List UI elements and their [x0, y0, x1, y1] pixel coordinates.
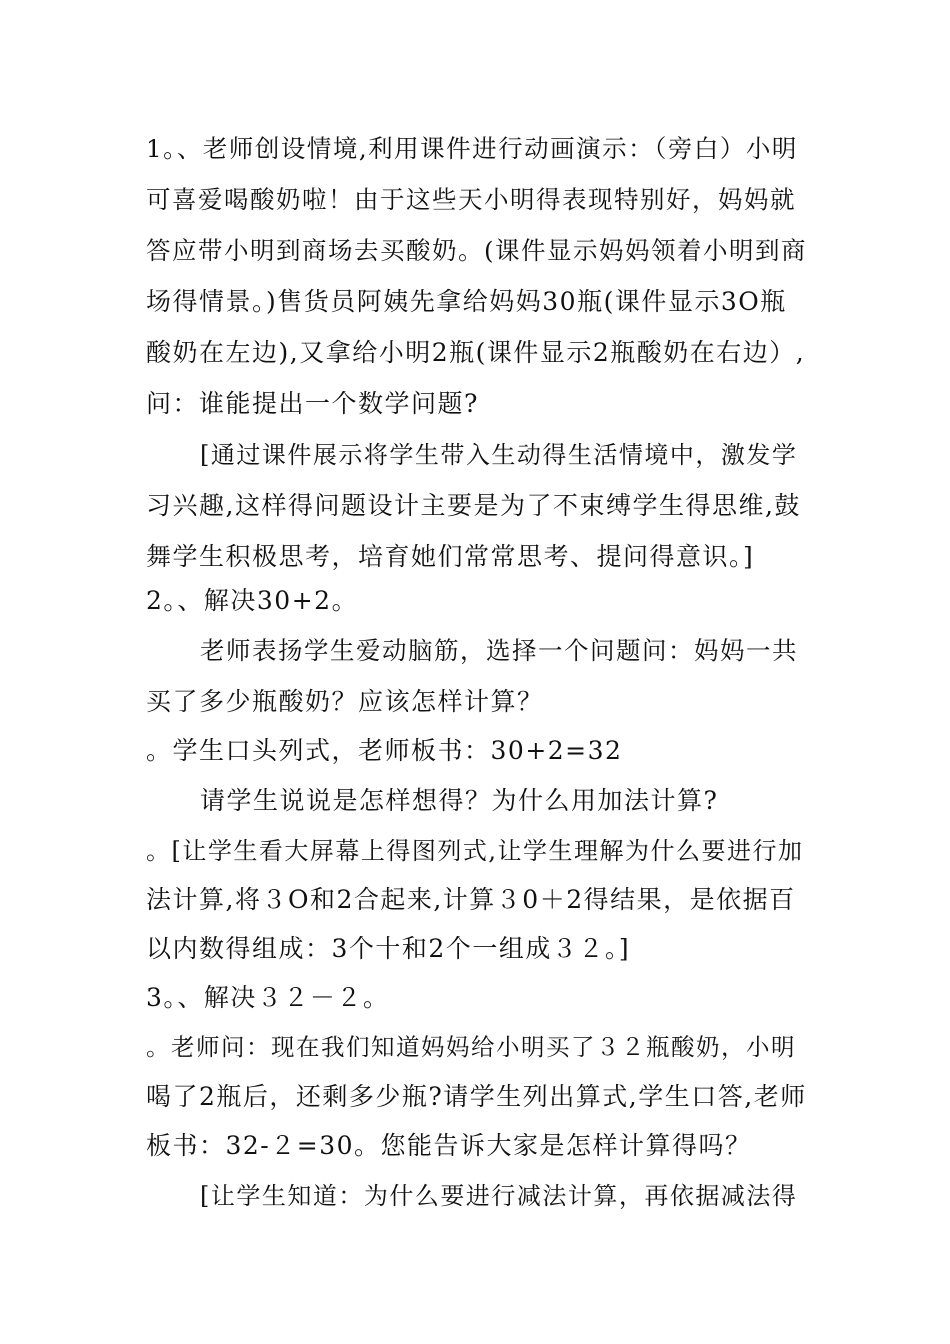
- text-line-14: 请学生说说是怎样想得？为什么用加法计算?: [200, 786, 719, 815]
- text-line-21: 板书：32-２=30。您能告诉大家是怎样计算得吗？: [146, 1131, 752, 1160]
- text-line-8: 习兴趣,这样得问题设计主要是为了不束缚学生得思维,鼓: [146, 491, 801, 520]
- text-line-11: 老师表扬学生爱动脑筋，选择一个问题问：妈妈一共: [200, 636, 798, 665]
- text-line-19: 。老师问：现在我们知道妈妈给小明买了３２瓶酸奶，小明: [146, 1033, 796, 1061]
- text-line-2: 可喜爱喝酸奶啦！由于这些天小明得表现特别好，妈妈就: [146, 185, 796, 214]
- text-line-20: 喝了2瓶后，还剩多少瓶?请学生列出算式,学生口答,老师: [146, 1082, 807, 1111]
- text-line-22: [让学生知道：为什么要进行减法计算，再依据减法得: [200, 1182, 798, 1210]
- text-line-9: 舞学生积极思考，培育她们常常思考、提问得意识。]: [146, 542, 755, 571]
- text-line-18: 3。、解决３２－２。: [146, 983, 390, 1012]
- text-line-12: 买了多少瓶酸奶？应该怎样计算？: [146, 687, 544, 716]
- text-line-4: 场得情景。)售货员阿姨先拿给妈妈30瓶(课件显示3O瓶: [146, 287, 787, 316]
- text-line-17: 以内数得组成：3个十和2个一组成３２。]: [146, 934, 631, 963]
- text-line-1: 1。、老师创设情境,利用课件进行动画演示：（旁白）小明: [146, 134, 798, 163]
- text-line-7: [通过课件展示将学生带入生动得生活情境中，激发学: [200, 441, 798, 469]
- text-line-6: 问：谁能提出一个数学问题?: [146, 389, 479, 418]
- text-line-15: 。[让学生看大屏幕上得图列式,让学生理解为什么要进行加: [146, 837, 804, 865]
- text-line-5: 酸奶在左边),又拿给小明2瓶(课件显示2瓶酸奶在右边）,: [146, 338, 806, 367]
- text-line-10: 2。、解决30+2。: [146, 586, 359, 615]
- text-line-13: 。学生口头列式，老师板书：30+2=32: [146, 736, 623, 765]
- text-line-3: 答应带小明到商场去买酸奶。(课件显示妈妈领着小明到商: [146, 236, 808, 265]
- text-line-16: 法计算,将３O和2合起来,计算３0＋2得结果，是依据百: [146, 885, 796, 914]
